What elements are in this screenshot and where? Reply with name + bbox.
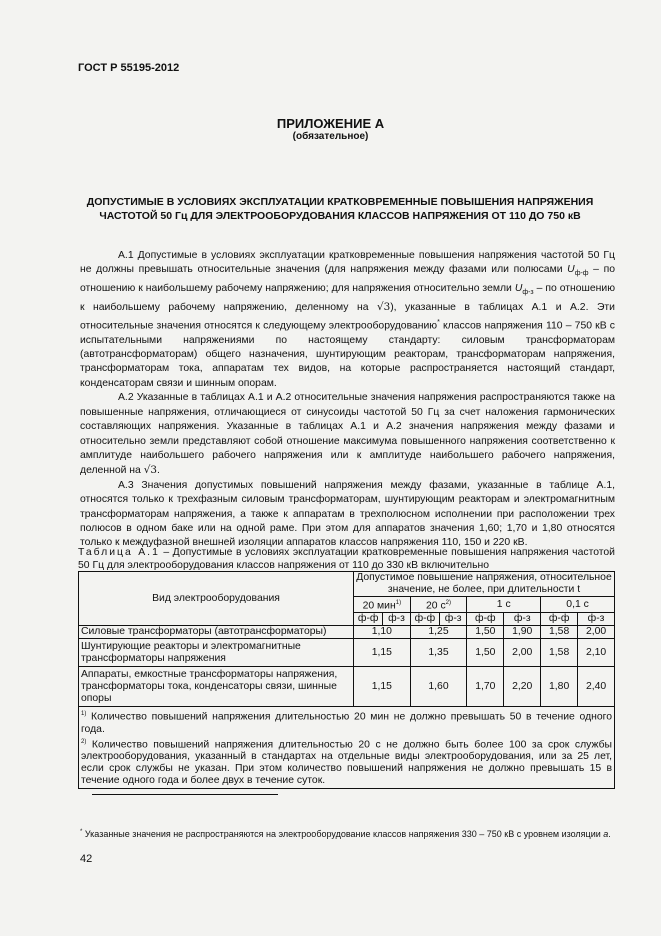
row-value: 1,35 [410, 639, 467, 667]
row-value: 2,00 [578, 626, 615, 639]
header-group: Допустимое повышение напряжения, относительное значение, не более, при длительности t [354, 572, 615, 597]
row-equipment-name: Аппараты, емкостные трансформаторы напряжения, трансформаторы тока, конденсаторы связи, шинные опоры [79, 667, 354, 707]
caption-label: Таблица А.1 [78, 547, 160, 558]
row-value: 1,25 [410, 626, 467, 639]
a1-text-1: А.1 Допустимые в условиях эксплуатации кратковременные повышения напряжения частотой 50 Гц не должны превышать относительные значения (для напряжения между фазами или полюсами [80, 250, 615, 276]
row-value: 2,40 [578, 667, 615, 707]
row-value: 1,58 [541, 639, 578, 667]
row-value: 1,10 [354, 626, 411, 639]
document-code: ГОСТ Р 55195-2012 [78, 62, 180, 74]
row-value: 2,20 [504, 667, 541, 707]
header-duration: 20 мин$^{1)}$ [354, 597, 411, 613]
row-value: 2,00 [504, 639, 541, 667]
a1-text-5: классов напряжения 110 – 750 кВ с испытательными напряжениями по настоящему стандарту: силовым трансформаторам (автотрансформаторам) общего назначения, шунтирующим реакторам, трансформаторам напряжения, трансформаторам тока, аппаратам тех видов, на которые распространяется настоящий стандарт, конденсаторам связи и шинным опорам. [80, 320, 616, 389]
row-equipment-name: Шунтирующие реакторы и электромагнитные трансформаторы напряжения [79, 639, 354, 667]
sqrt3-symbol: √3 [376, 301, 391, 314]
sub-header-fz: ф-з [440, 613, 467, 626]
sub-header-fz: ф-з [578, 613, 615, 626]
row-value: 1,90 [504, 626, 541, 639]
footnote: * Указанные значения не распространяются на электрооборудование классов напряжения 330 – 750 кВ с уровнем изоляции а. [80, 829, 611, 839]
footnote-divider [92, 794, 278, 795]
body-text [80, 249, 615, 551]
page-number: 42 [80, 853, 93, 865]
table-a1 [78, 571, 615, 789]
a1-text-4: ), указанные в таблицах А.1 и А.2. Эти относительные значения относятся к следующему электрооборудованию [80, 302, 615, 332]
caption-text: – Допустимые в условиях эксплуатации кратковременные повышения напряжения частотой 50 Гц для электрооборудования классов напряжения от 110 до 330 кВ включительно [78, 547, 615, 571]
sub-header-ff: ф-ф [541, 613, 578, 626]
table-row [79, 667, 615, 707]
row-value: 1,15 [354, 667, 411, 707]
table-row [79, 626, 615, 639]
a1-symbol-u2: U [514, 282, 523, 294]
row-equipment-name: Силовые трансформаторы (автотрансформаторы) [79, 626, 354, 639]
a2-text-1: А.2 Указанные в таблицах А.1 и А.2 относительные значения напряжения распространяются также на повышенные напряжения, отличающиеся от синусоиды частотой 50 Гц за счет наложения гармонических составляющих напряжения. Указанные в таблицах А.1 и А.2 значения напряжения между фазами и относительно земли представляют собой отношение максимума повышенного напряжения соответственно к амплитуде наибольшего рабочего напряжения или к амплитуде наибольшего рабочего напряжения, деленной на [80, 392, 615, 477]
table-note-2: $^{2)}$ Количество повышений напряжения длительностью 20 с не должно быть более 100 за срок службы электрооборудования, указанный в стандартах на отдельные виды электрооборудования, или за 25 лет, если срок службы не указан. При этом количество повышений напряжения не должно превышать 15 в течение одного года и более двух в течение суток. [81, 738, 612, 787]
a1-symbol-sub: ф-ф [574, 270, 589, 278]
table-notes [79, 707, 615, 789]
sub-header-ff: ф-ф [354, 613, 383, 626]
sub-header-ff: ф-ф [467, 613, 504, 626]
header-duration: 0,1 с [541, 597, 615, 613]
a1-text-2: – по отношению к наибольшему рабочему напряжению; для напряжения относительно земли [80, 264, 615, 294]
paragraph-a1 [80, 249, 615, 391]
table-caption [78, 547, 615, 572]
table-notes-row [79, 707, 615, 789]
table-note-1: $^{1)}$ Количество повышений напряжения длительностью 20 мин не должно превышать 50 в течение одного года. [81, 711, 612, 735]
a2-text-2: . [156, 465, 160, 477]
a1-text-3: – по отношению к наибольшему рабочему напряжению, деленному на [80, 282, 615, 314]
appendix-title: ПРИЛОЖЕНИЕ А [276, 116, 385, 131]
sub-header-ff: ф-ф [410, 613, 439, 626]
appendix-subtitle: (обязательное) [292, 131, 369, 142]
table-row [79, 639, 615, 667]
row-value: 2,10 [578, 639, 615, 667]
row-value: 1,70 [467, 667, 504, 707]
sub-header-fz: ф-з [504, 613, 541, 626]
footnote-marker: * [437, 318, 440, 326]
paragraph-a2 [80, 391, 615, 478]
row-value: 1,15 [354, 639, 411, 667]
a1-symbol-u: U [567, 264, 575, 276]
a1-symbol-sub2: ф-з [522, 288, 534, 296]
sqrt3-symbol-2: √3 [143, 464, 157, 477]
header-duration: 1 с [467, 597, 541, 613]
paragraph-a3: А.3 Значения допустимых повышений напряжения между фазами, указанные в таблице А.1, относятся только к трехфазным силовым трансформаторам, шунтирующим реакторам и электромагнитным трансформаторам напряжения, а также к аппаратам в трехполюсном исполнении при расположении трех полюсов в одном баке или на одной раме. При этом для аппаратов значения 1,60; 1,70 и 1,80 относятся только к междуфазной внешней изоляции аппаратов классов напряжения 110, 150 и 220 кВ. [80, 479, 615, 549]
header-equipment: Вид электрооборудования [79, 572, 354, 626]
row-value: 1,50 [467, 626, 504, 639]
row-value: 1,58 [541, 626, 578, 639]
row-value: 1,80 [541, 667, 578, 707]
sub-header-fz: ф-з [383, 613, 410, 626]
header-duration: 20 $с^{2)}$ [410, 597, 467, 613]
main-title: ДОПУСТИМЫЕ В УСЛОВИЯХ ЭКСПЛУАТАЦИИ КРАТКОВРЕМЕННЫЕ ПОВЫШЕНИЯ НАПРЯЖЕНИЯ ЧАСТОТОЙ 50 Гц ДЛЯ ЭЛЕКТРООБОРУДОВАНИЯ КЛАССОВ НАПРЯЖЕНИЯ ОТ 110 ДО 750 кВ [86, 196, 594, 222]
row-value: 1,50 [467, 639, 504, 667]
row-value: 1,60 [410, 667, 467, 707]
